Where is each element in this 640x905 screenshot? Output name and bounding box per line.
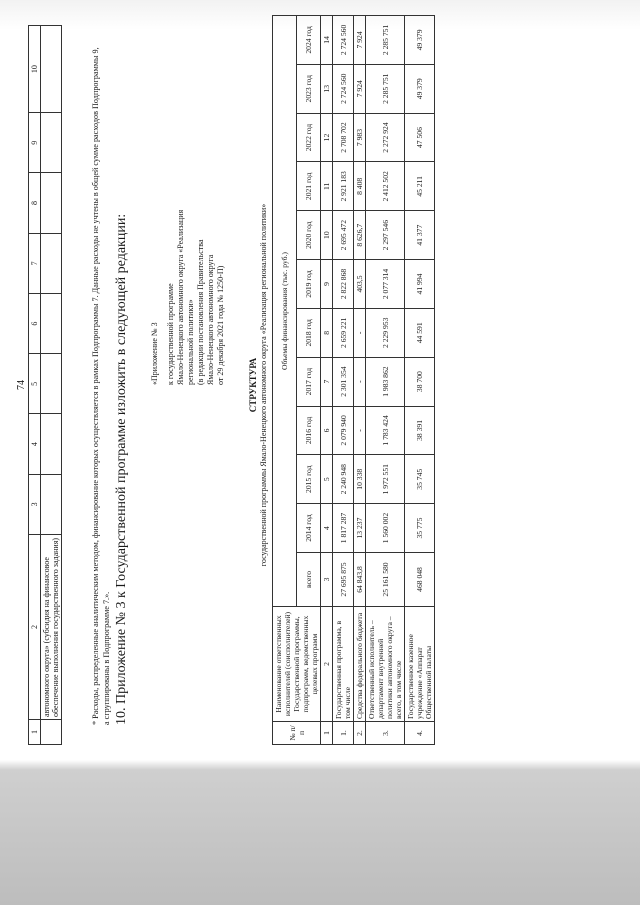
table-cell: автономного округа» (субсидия на финансовое обеспечение выполнения государственного задания) bbox=[41, 535, 62, 720]
year-header: 2018 год bbox=[297, 308, 321, 357]
funding-value: 2 079 940 bbox=[333, 406, 354, 455]
column-index: 8 bbox=[321, 308, 333, 357]
col-header: 6 bbox=[29, 293, 41, 353]
funding-value: 1 783 424 bbox=[366, 406, 405, 455]
funding-value: 13 237 bbox=[354, 504, 366, 553]
funding-value: 7 924 bbox=[354, 64, 366, 113]
funding-value: 1 983 862 bbox=[366, 357, 405, 406]
year-header: 2019 год bbox=[297, 260, 321, 309]
row-number: 1. bbox=[333, 722, 354, 745]
row-name: Государственное казенное учреждение «Аппарат Общественной палаты bbox=[405, 607, 435, 722]
table-row bbox=[333, 16, 354, 745]
col-header: 2 bbox=[29, 535, 41, 720]
row-number: 4. bbox=[405, 722, 435, 745]
structure-subtitle: государственной программы Ямало-Ненецкого автономного округа «Реализация региональной политики» bbox=[259, 203, 268, 567]
funding-value: 7 924 bbox=[354, 16, 366, 65]
funding-value: 8 626,7 bbox=[354, 211, 366, 260]
funding-value: 1 972 551 bbox=[366, 455, 405, 504]
year-header: 2023 год bbox=[297, 64, 321, 113]
year-header: 2015 год bbox=[297, 455, 321, 504]
funding-value: 44 591 bbox=[405, 308, 435, 357]
funding-value: 2 285 751 bbox=[366, 64, 405, 113]
col-header: 10 bbox=[29, 26, 41, 113]
header-funding: Объемы финансирования (тыс. руб.) bbox=[273, 16, 297, 607]
column-index: 13 bbox=[321, 64, 333, 113]
table-row bbox=[366, 16, 405, 745]
year-header: 2014 год bbox=[297, 504, 321, 553]
funding-value: 2 921 183 bbox=[333, 162, 354, 211]
funding-value: 10 338 bbox=[354, 455, 366, 504]
funding-value: 2 077 314 bbox=[366, 260, 405, 309]
header-num: № п/п bbox=[273, 722, 321, 745]
col-header: 9 bbox=[29, 113, 41, 173]
row-number: 3. bbox=[366, 722, 405, 745]
header-name: Наименование ответственных исполнителей (соисполнителей) Государственной программы, подпрограмм, ведомственных целевых программ bbox=[273, 607, 321, 722]
funding-value: 25 161 580 bbox=[366, 552, 405, 606]
structure-table bbox=[272, 15, 435, 745]
year-header: всего bbox=[297, 552, 321, 606]
col-header: 7 bbox=[29, 233, 41, 293]
funding-value: 2 229 953 bbox=[366, 308, 405, 357]
funding-value: 49 379 bbox=[405, 16, 435, 65]
page-number: 74 bbox=[16, 380, 27, 390]
table-row bbox=[354, 16, 366, 745]
col-header: 5 bbox=[29, 354, 41, 414]
footnote: * Расходы, распределенные аналитическим методом, финансирование которых осуществляется в рамках Подпрограммы 7. Данные расходы не учтены в общей сумме расходов Подпрограммы 9, а сгруппированы в Подпрограмме 7.». bbox=[91, 47, 111, 725]
funding-value: 2 659 221 bbox=[333, 308, 354, 357]
column-index: 1 bbox=[321, 722, 333, 745]
year-header: 2021 год bbox=[297, 162, 321, 211]
funding-value: 41 994 bbox=[405, 260, 435, 309]
funding-value: 2 412 502 bbox=[366, 162, 405, 211]
row-number: 2. bbox=[354, 722, 366, 745]
funding-value: 7 983 bbox=[354, 113, 366, 162]
row-name: Государственная программа, в том числе bbox=[333, 607, 354, 722]
table-row bbox=[405, 16, 435, 745]
row-name: Ответственный исполнитель – департамент внутренней политики автономного округа – всего, в том числе bbox=[366, 607, 405, 722]
funding-value: 2 297 546 bbox=[366, 211, 405, 260]
year-header: 2020 год bbox=[297, 211, 321, 260]
col-header: 1 bbox=[29, 720, 41, 745]
funding-value: 35 775 bbox=[405, 504, 435, 553]
previous-table-fragment bbox=[28, 25, 62, 745]
funding-value: 2 240 948 bbox=[333, 455, 354, 504]
funding-value: 35 745 bbox=[405, 455, 435, 504]
funding-value: 27 695 875 bbox=[333, 552, 354, 606]
funding-value: 47 506 bbox=[405, 113, 435, 162]
funding-value: 2 708 702 bbox=[333, 113, 354, 162]
year-header: 2024 год bbox=[297, 16, 321, 65]
column-index: 3 bbox=[321, 552, 333, 606]
column-index: 12 bbox=[321, 113, 333, 162]
funding-value: 8 408 bbox=[354, 162, 366, 211]
column-index: 10 bbox=[321, 211, 333, 260]
structure-title: СТРУКТУРА bbox=[248, 357, 258, 413]
funding-value: 2 724 560 bbox=[333, 64, 354, 113]
funding-value: 2 724 560 bbox=[333, 16, 354, 65]
funding-value: 49 379 bbox=[405, 64, 435, 113]
funding-value: 2 301 354 bbox=[333, 357, 354, 406]
appendix-header: «Приложение № 3 к государственной программе Ямало-Ненецкого автономного округа «Реализация региональной политики» (в редакции постановления Правительства Ямало-Ненецкого автономного округа от 29 декабря 2021 года № 1250-П) bbox=[150, 209, 225, 385]
funding-value: - bbox=[354, 308, 366, 357]
column-index: 6 bbox=[321, 406, 333, 455]
funding-value: 64 843,8 bbox=[354, 552, 366, 606]
row-name: Средства федерального бюджета bbox=[354, 607, 366, 722]
funding-value: 1 560 002 bbox=[366, 504, 405, 553]
funding-value: 45 211 bbox=[405, 162, 435, 211]
year-header: 2016 год bbox=[297, 406, 321, 455]
column-index: 4 bbox=[321, 504, 333, 553]
column-index: 14 bbox=[321, 16, 333, 65]
funding-value: 2 822 868 bbox=[333, 260, 354, 309]
column-index: 5 bbox=[321, 455, 333, 504]
col-header: 4 bbox=[29, 414, 41, 474]
column-index: 7 bbox=[321, 357, 333, 406]
year-header: 2017 год bbox=[297, 357, 321, 406]
section-heading: 10. Приложение № 3 к Государственной программе изложить в следующей редакции: bbox=[114, 213, 129, 725]
funding-value: 2 285 751 bbox=[366, 16, 405, 65]
rotated-document-page bbox=[10, 5, 630, 765]
funding-value: 468 048 bbox=[405, 552, 435, 606]
funding-value: 38 700 bbox=[405, 357, 435, 406]
funding-value: 2 695 472 bbox=[333, 211, 354, 260]
year-header: 2022 год bbox=[297, 113, 321, 162]
funding-value: 41 377 bbox=[405, 211, 435, 260]
funding-value: - bbox=[354, 357, 366, 406]
funding-value: 2 272 924 bbox=[366, 113, 405, 162]
column-index: 9 bbox=[321, 260, 333, 309]
column-index: 11 bbox=[321, 162, 333, 211]
funding-value: - bbox=[354, 406, 366, 455]
funding-value: 38 391 bbox=[405, 406, 435, 455]
funding-value: 1 817 287 bbox=[333, 504, 354, 553]
col-header: 3 bbox=[29, 474, 41, 534]
funding-value: 403,5 bbox=[354, 260, 366, 309]
column-index: 2 bbox=[321, 607, 333, 722]
col-header: 8 bbox=[29, 173, 41, 233]
